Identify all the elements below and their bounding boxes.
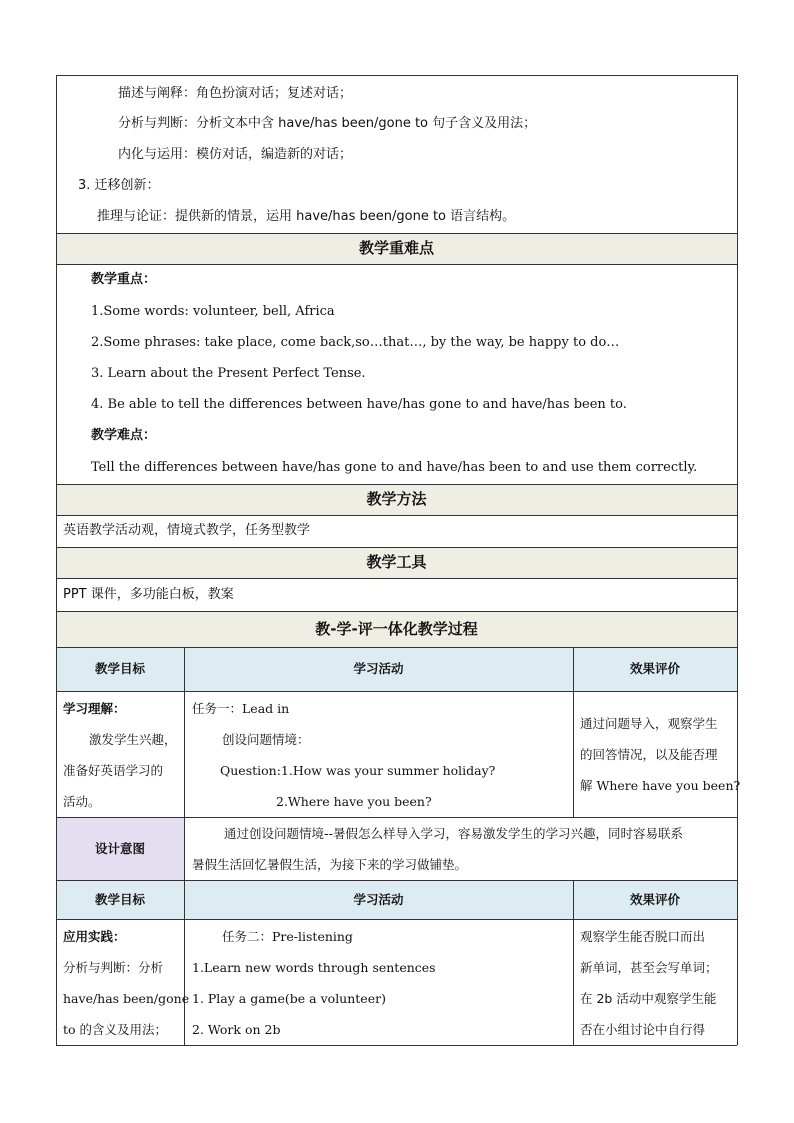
- col-header-activity: 学习活动: [353, 661, 404, 676]
- row1-eval-line: 通过问题导入，观察学生: [580, 716, 718, 731]
- tools-heading: 教学工具: [366, 553, 427, 571]
- col-header-goal-2: 教学目标: [94, 892, 145, 907]
- objective-line: 推理与论证：提供新的情景，运用 have/has been/gone to 语言结构。: [97, 209, 516, 224]
- focus-label: 教学重点：: [91, 272, 157, 287]
- row1-activity-line: 创设问题情境：: [222, 732, 310, 747]
- row1-activity-line: 2.Where have you been?: [276, 794, 432, 809]
- row2-eval-line: 在 2b 活动中观察学生能: [580, 991, 717, 1006]
- row2-goal-line: have/has been/gone: [63, 991, 190, 1006]
- objective-line: 描述与阐释：角色扮演对话；复述对话；: [118, 86, 353, 101]
- intent-line: 通过创设问题情境--暑假怎么样导入学习，容易激发学生的学习兴趣，同时容易联系: [224, 826, 684, 841]
- focus-item: 1.Some words: volunteer, bell, Africa: [91, 304, 335, 319]
- row1-eval-line: 解 Where have you been?: [580, 778, 741, 793]
- row2-eval-line: 否在小组讨论中自行得: [580, 1022, 706, 1037]
- row2-activity-line: 1.Learn new words through sentences: [192, 960, 436, 975]
- row2-activity-line: 任务二：Pre-listening: [222, 929, 353, 944]
- difficulty-text: Tell the differences between have/has gone to and have/has been to and use them correctly.: [91, 460, 698, 475]
- row2-eval-line: 观察学生能否脱口而出: [580, 929, 706, 944]
- key-points-heading: 教学重难点: [358, 239, 434, 257]
- row2-activity-line: 2. Work on 2b: [192, 1022, 281, 1037]
- objective-line: 内化与运用：模仿对话，编造新的对话；: [118, 147, 353, 162]
- col-header-eval-2: 效果评价: [629, 892, 680, 907]
- process-heading: 教-学-评一体化教学过程: [315, 620, 478, 638]
- row1-eval-line: 的回答情况，以及能否理: [580, 747, 718, 762]
- method-text: 英语教学活动观，情境式教学，任务型教学: [63, 523, 311, 538]
- focus-item: 2.Some phrases: take place, come back,so…that…, by the way, be happy to do…: [91, 335, 620, 350]
- row1-goal-title: 学习理解：: [63, 701, 126, 716]
- objective-line: 3. 迁移创新：: [78, 178, 160, 193]
- row1-activity-line: Question:1.How was your summer holiday?: [220, 763, 496, 778]
- col-header-goal: 教学目标: [94, 661, 145, 676]
- objective-line: 分析与判断：分析文本中含 have/has been/gone to 句子含义及用法；: [118, 116, 537, 131]
- row1-activity-line: 任务一：Lead in: [192, 701, 290, 716]
- row2-goal-line: 分析与判断：分析: [63, 960, 164, 975]
- row1-goal-line: 准备好英语学习的: [63, 763, 164, 778]
- col-header-activity-2: 学习活动: [353, 892, 404, 907]
- row1-goal-line: 活动。: [63, 794, 101, 809]
- row1-goal-line: 激发学生兴趣，: [89, 732, 177, 747]
- focus-item: 3. Learn about the Present Perfect Tense.: [91, 366, 366, 381]
- intent-label: 设计意图: [94, 841, 145, 856]
- tools-text: PPT 课件，多功能白板，教案: [63, 587, 234, 602]
- row2-activity-line: 1. Play a game(be a volunteer): [192, 991, 386, 1006]
- col-header-eval: 效果评价: [629, 661, 680, 676]
- row2-goal-line: to 的含义及用法；: [63, 1022, 168, 1037]
- difficulty-label: 教学难点：: [91, 428, 157, 443]
- focus-item: 4. Be able to tell the differences between have/has gone to and have/has been to.: [91, 397, 627, 412]
- method-heading: 教学方法: [366, 490, 427, 508]
- row2-goal-title: 应用实践：: [63, 929, 126, 944]
- intent-line: 暑假生活回忆暑假生活，为接下来的学习做铺垫。: [192, 857, 468, 872]
- row2-eval-line: 新单词，甚至会写单词；: [580, 960, 718, 975]
